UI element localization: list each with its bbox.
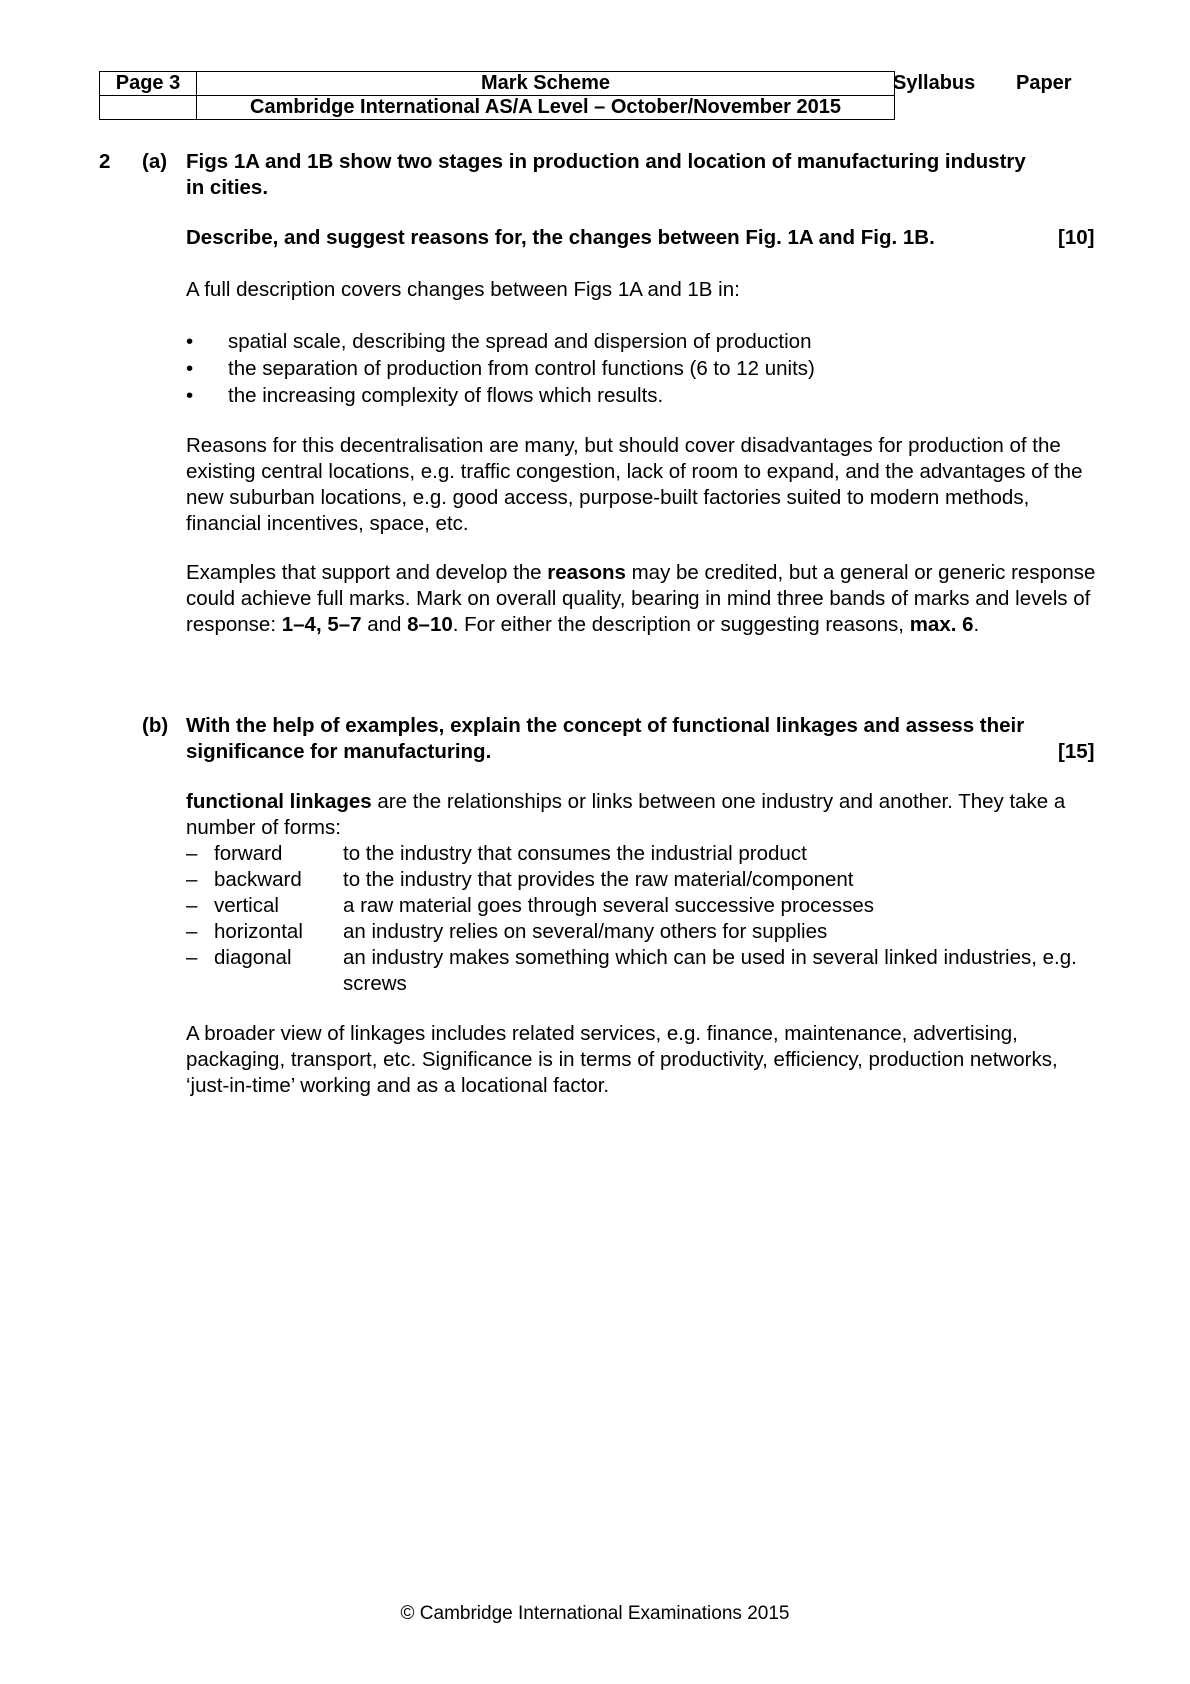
bold-text: reasons: [547, 561, 626, 584]
part-a-label: (a): [142, 150, 168, 173]
dash-marker: –: [186, 946, 198, 969]
list-item: spatial scale, describing the spread and dispersion of production: [228, 330, 812, 353]
form-description: to the industry that provides the raw material/component: [343, 868, 854, 891]
form-term: forward: [214, 842, 283, 865]
bullet-marker: •: [186, 357, 194, 380]
part-b-question-line1: With the help of examples, explain the concept of functional linkages and assess their: [186, 714, 1025, 737]
form-description: to the industry that consumes the industrial product: [343, 842, 807, 865]
bullet-marker: •: [186, 384, 194, 407]
header-table: [99, 71, 895, 120]
page-subtitle: Cambridge International AS/A Level – October/November 2015: [197, 96, 895, 120]
page-footer: © Cambridge International Examinations 2015: [400, 1603, 790, 1624]
text-run: are the relationships or links between one industry and another. They take a number of forms:: [186, 790, 1066, 839]
bold-text: 1–4, 5–7: [281, 613, 362, 636]
syllabus-label: Syllabus: [893, 72, 976, 94]
form-term: diagonal: [214, 946, 292, 969]
form-term: vertical: [214, 894, 279, 917]
page-label: Page 3: [100, 72, 197, 96]
form-term: backward: [214, 868, 302, 891]
form-term: horizontal: [214, 920, 303, 943]
part-a-reasons-paragraph: Reasons for this decentralisation are many, but should cover disadvantages for production of the existing central locations, e.g. traffic congestion, lack of room to expand, and the advantages of the new suburban locations, e.g. good access, purpose-built factories suited to modern methods, financial incentives, space, etc.: [186, 434, 1083, 535]
dash-marker: –: [186, 842, 198, 865]
part-b-question-line2: significance for manufacturing.: [186, 740, 492, 763]
form-description: an industry makes something which can be used in several linked industries, e.g. screws: [343, 946, 1077, 995]
bold-text: max. 6: [909, 613, 974, 636]
list-item: the separation of production from control functions (6 to 12 units): [228, 357, 815, 380]
bold-text: 8–10: [407, 613, 453, 636]
form-description: an industry relies on several/many others for supplies: [343, 920, 828, 943]
part-b-broader-paragraph: A broader view of linkages includes related services, e.g. finance, maintenance, advertising, packaging, transport, etc. Significance is in terms of productivity, efficiency, production networks, ‘just-in-time’ working and as a locational factor.: [186, 1022, 1058, 1097]
dash-marker: –: [186, 920, 198, 943]
part-b-label: (b): [142, 714, 169, 737]
text-run: may be credited, but a general or generic response could achieve full marks. Mark on overall quality, bearing in mind three bands of marks and levels of response:: [186, 561, 1096, 636]
question-number: 2: [99, 150, 111, 173]
text-run: . For either the description or suggesting reasons,: [452, 613, 910, 636]
text-run: .: [973, 613, 980, 636]
part-a-marks: [10]: [1058, 226, 1095, 249]
bullet-marker: •: [186, 330, 194, 353]
part-a-question-line1: Figs 1A and 1B show two stages in production and location of manufacturing industry: [186, 150, 1026, 173]
empty-cell: [100, 96, 197, 120]
text-run: Examples that support and develop the: [186, 561, 548, 584]
part-a-question-line2: in cities.: [186, 176, 269, 199]
paper-label: Paper: [1016, 72, 1072, 94]
dash-marker: –: [186, 894, 198, 917]
part-a-task: Describe, and suggest reasons for, the changes between Fig. 1A and Fig. 1B.: [186, 226, 935, 249]
part-b-marks: [15]: [1058, 740, 1095, 763]
list-item: the increasing complexity of flows which results.: [228, 384, 664, 407]
part-b-definition: [186, 789, 1098, 841]
form-description: a raw material goes through several successive processes: [343, 894, 874, 917]
dash-marker: –: [186, 868, 198, 891]
text-run: and: [361, 613, 408, 636]
part-a-intro: A full description covers changes between Figs 1A and 1B in:: [186, 278, 740, 301]
part-a-examples-paragraph: [186, 560, 1098, 638]
bold-text: functional linkages: [186, 790, 372, 813]
page-title: Mark Scheme: [197, 72, 895, 96]
